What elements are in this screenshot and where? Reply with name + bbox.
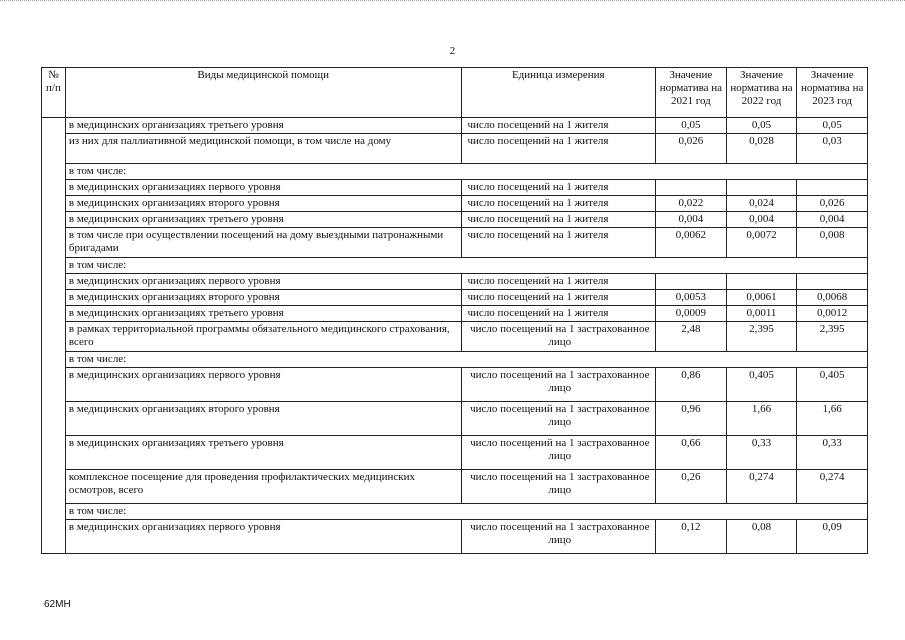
value-cell-2022: 0,0061 [726, 290, 797, 306]
kind-cell: комплексное посещение для проведения профилактических медицинских осмотров, всего [65, 470, 461, 504]
unit-cell: число посещений на 1 жителя [461, 180, 656, 196]
value-cell-2021: 2,48 [656, 322, 727, 352]
value-cell-2022: 1,66 [726, 402, 797, 436]
value-cell-2022: 0,274 [726, 470, 797, 504]
table-row [42, 520, 868, 554]
table-row [42, 180, 868, 196]
unit-cell: число посещений на 1 застрахованное лицо [461, 470, 656, 504]
table-row [42, 212, 868, 228]
kind-cell: в медицинских организациях третьего уровня [65, 212, 461, 228]
table-row [42, 290, 868, 306]
unit-cell: число посещений на 1 жителя [461, 134, 656, 164]
kind-cell: в медицинских организациях третьего уровня [65, 436, 461, 470]
kind-cell: в медицинских организациях первого уровня [65, 520, 461, 554]
value-cell-2022: 2,395 [726, 322, 797, 352]
unit-cell: число посещений на 1 жителя [461, 290, 656, 306]
kind-cell: в медицинских организациях третьего уровня [65, 118, 461, 134]
table-body [42, 118, 868, 554]
value-cell-2022: 0,028 [726, 134, 797, 164]
table-row [42, 402, 868, 436]
unit-cell: число посещений на 1 жителя [461, 306, 656, 322]
unit-cell: число посещений на 1 жителя [461, 212, 656, 228]
kind-cell: в медицинских организациях второго уровня [65, 290, 461, 306]
unit-cell: число посещений на 1 жителя [461, 228, 656, 258]
kind-cell: в рамках территориальной программы обязательного медицинского страхования, всего [65, 322, 461, 352]
table-row [42, 352, 868, 368]
value-cell-2022: 0,0072 [726, 228, 797, 258]
table-header-row [42, 68, 868, 118]
kind-cell: в медицинских организациях второго уровня [65, 196, 461, 212]
table-row [42, 470, 868, 504]
value-cell-2021: 0,026 [656, 134, 727, 164]
value-cell-2021: 0,96 [656, 402, 727, 436]
kind-cell: в том числе при осуществлении посещений на дому выездными патронажными бригадами [65, 228, 461, 258]
table-row [42, 322, 868, 352]
subheader-cell: в том числе: [65, 504, 867, 520]
value-cell-2023: 0,0012 [797, 306, 868, 322]
kind-cell: в медицинских организациях первого уровня [65, 180, 461, 196]
table-row [42, 258, 868, 274]
header-2021: Значение норматива на 2021 год [656, 68, 727, 118]
kind-cell: в медицинских организациях первого уровня [65, 368, 461, 402]
unit-cell: число посещений на 1 жителя [461, 196, 656, 212]
value-cell-2023: 2,395 [797, 322, 868, 352]
value-cell-2022: 0,05 [726, 118, 797, 134]
unit-cell: число посещений на 1 застрахованное лицо [461, 436, 656, 470]
value-cell-2023: 1,66 [797, 402, 868, 436]
value-cell-2023: 0,274 [797, 470, 868, 504]
footer-code: 62МН [44, 599, 71, 610]
value-cell-2022: 0,405 [726, 368, 797, 402]
table-row [42, 504, 868, 520]
table-row [42, 196, 868, 212]
value-cell-2021: 0,66 [656, 436, 727, 470]
value-cell-2023: 0,405 [797, 368, 868, 402]
table-row [42, 164, 868, 180]
value-cell-2021: 0,05 [656, 118, 727, 134]
value-cell-2023 [797, 180, 868, 196]
unit-cell: число посещений на 1 застрахованное лицо [461, 368, 656, 402]
unit-cell: число посещений на 1 жителя [461, 274, 656, 290]
kind-cell: в медицинских организациях второго уровня [65, 402, 461, 436]
kind-cell: из них для паллиативной медицинской помощи, в том числе на дому [65, 134, 461, 164]
num-column-cell [42, 118, 66, 554]
table-row [42, 134, 868, 164]
table-row [42, 306, 868, 322]
header-kind: Виды медицинской помощи [65, 68, 461, 118]
value-cell-2022: 0,08 [726, 520, 797, 554]
unit-cell: число посещений на 1 застрахованное лицо [461, 322, 656, 352]
kind-cell: в медицинских организациях первого уровня [65, 274, 461, 290]
value-cell-2023 [797, 274, 868, 290]
unit-cell: число посещений на 1 застрахованное лицо [461, 402, 656, 436]
header-2022: Значение норматива на 2022 год [726, 68, 797, 118]
table-row [42, 368, 868, 402]
value-cell-2022: 0,33 [726, 436, 797, 470]
header-unit: Единица измерения [461, 68, 656, 118]
value-cell-2022 [726, 180, 797, 196]
value-cell-2021 [656, 180, 727, 196]
page-number: 2 [449, 45, 456, 57]
kind-cell: в медицинских организациях третьего уровня [65, 306, 461, 322]
value-cell-2021: 0,0009 [656, 306, 727, 322]
value-cell-2023: 0,026 [797, 196, 868, 212]
value-cell-2021: 0,86 [656, 368, 727, 402]
value-cell-2022: 0,0011 [726, 306, 797, 322]
value-cell-2023: 0,004 [797, 212, 868, 228]
subheader-cell: в том числе: [65, 352, 867, 368]
value-cell-2022: 0,004 [726, 212, 797, 228]
value-cell-2021: 0,26 [656, 470, 727, 504]
value-cell-2023: 0,09 [797, 520, 868, 554]
header-2023: Значение норматива на 2023 год [797, 68, 868, 118]
table-row [42, 274, 868, 290]
top-edge-line [0, 0, 905, 8]
value-cell-2023: 0,008 [797, 228, 868, 258]
value-cell-2022 [726, 274, 797, 290]
subheader-cell: в том числе: [65, 164, 867, 180]
value-cell-2021: 0,12 [656, 520, 727, 554]
norms-table [41, 67, 868, 554]
value-cell-2023: 0,03 [797, 134, 868, 164]
header-num: № п/п [42, 68, 66, 118]
value-cell-2023: 0,05 [797, 118, 868, 134]
value-cell-2021: 0,0053 [656, 290, 727, 306]
unit-cell: число посещений на 1 застрахованное лицо [461, 520, 656, 554]
value-cell-2022: 0,024 [726, 196, 797, 212]
value-cell-2023: 0,0068 [797, 290, 868, 306]
table-row [42, 436, 868, 470]
table-row [42, 118, 868, 134]
value-cell-2021: 0,0062 [656, 228, 727, 258]
value-cell-2023: 0,33 [797, 436, 868, 470]
value-cell-2021: 0,004 [656, 212, 727, 228]
subheader-cell: в том числе: [65, 258, 867, 274]
value-cell-2021: 0,022 [656, 196, 727, 212]
unit-cell: число посещений на 1 жителя [461, 118, 656, 134]
value-cell-2021 [656, 274, 727, 290]
table-row [42, 228, 868, 258]
